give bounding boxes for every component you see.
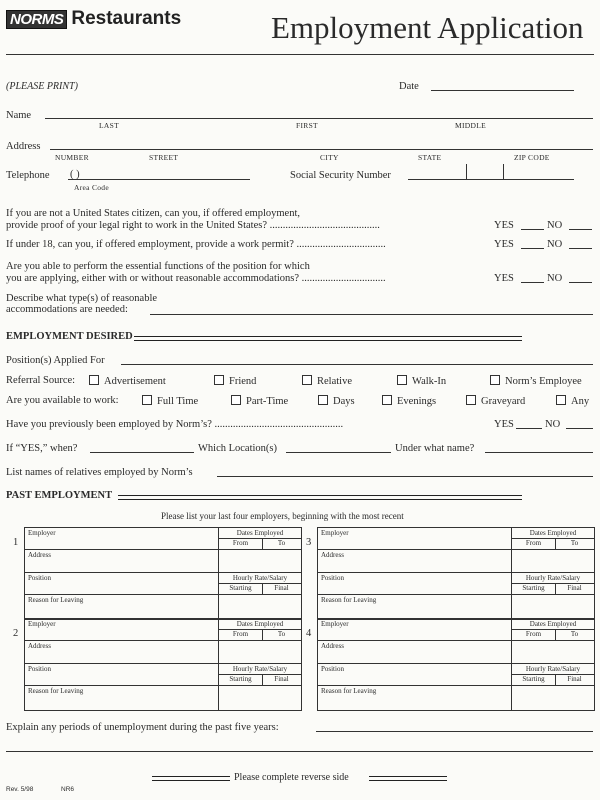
permit-yes-field[interactable]: [521, 248, 544, 249]
checkbox-icon[interactable]: [302, 375, 312, 385]
checkbox-icon[interactable]: [214, 375, 224, 385]
reason-detail-cell[interactable]: [219, 595, 301, 619]
employer-label: Employer: [28, 529, 56, 537]
accommodations-field[interactable]: [150, 314, 593, 315]
past-employment-heading: PAST EMPLOYMENT: [6, 490, 113, 501]
please-print-label: (PLEASE PRINT): [6, 81, 78, 92]
reason-detail-cell[interactable]: [512, 595, 594, 619]
past-employment-instruction: Please list your last four employers, beginning with the most recent: [161, 511, 404, 521]
availability-option-label: Any: [571, 396, 590, 407]
work-permit-question: If under 18, can you, if offered employment, provide a work permit? ..................................: [6, 239, 386, 250]
availability-days[interactable]: [318, 395, 355, 407]
checkbox-icon[interactable]: [490, 375, 500, 385]
employer-cell[interactable]: [318, 528, 512, 550]
availability-part-time[interactable]: [231, 395, 288, 407]
positions-field[interactable]: [121, 364, 593, 365]
telephone-label: Telephone: [6, 170, 50, 181]
availability-graveyard[interactable]: [466, 395, 525, 407]
header-rule: [6, 54, 594, 55]
permit-yes-label: YES: [494, 239, 514, 250]
footer-rule-right: [369, 776, 447, 781]
checkbox-icon[interactable]: [89, 375, 99, 385]
employer-label: Employer: [321, 529, 349, 537]
address-detail-cell[interactable]: [219, 641, 301, 664]
position-subheading: Starting: [522, 584, 545, 592]
position-subheading: Starting: [522, 675, 545, 683]
checkbox-icon[interactable]: [556, 395, 566, 405]
reason-cell[interactable]: [318, 595, 512, 619]
address-street-label: STREET: [149, 153, 179, 162]
position-subheading: Final: [274, 584, 289, 592]
area-code-label: Area Code: [74, 183, 109, 192]
revision-label: Rev. 5/98: [6, 786, 34, 793]
permit-no-field[interactable]: [569, 248, 592, 249]
position-detail-cell[interactable]: [512, 573, 594, 595]
reason-cell[interactable]: [25, 595, 219, 619]
referral-option-label: Friend: [229, 376, 257, 387]
position-detail-heading: Hourly Rate/Salary: [525, 574, 581, 582]
address-detail-cell[interactable]: [512, 550, 594, 573]
reason-label: Reason for Leaving: [321, 687, 377, 695]
employer-block: [24, 618, 302, 711]
checkbox-icon[interactable]: [397, 375, 407, 385]
page-title: Employment Application: [271, 10, 584, 45]
referral-walk-in[interactable]: [397, 375, 446, 387]
address-state-label: STATE: [418, 153, 442, 162]
ssn-divider-1: [466, 164, 467, 179]
availability-evenings[interactable]: [382, 395, 436, 407]
which-location-field[interactable]: [286, 452, 391, 453]
address-label: Address: [28, 551, 51, 559]
citizen-question-line1: If you are not a United States citizen, can you, if offered employment,: [6, 208, 300, 219]
reason-cell[interactable]: [318, 686, 512, 710]
address-label: Address: [321, 551, 344, 559]
employer-detail-cell[interactable]: [219, 619, 301, 641]
position-detail-cell[interactable]: [219, 664, 301, 686]
relatives-field[interactable]: [217, 476, 593, 477]
brand-name: Restaurants: [71, 8, 182, 29]
telephone-field[interactable]: [68, 179, 250, 180]
position-cell[interactable]: [25, 664, 219, 686]
referral-option-label: Advertisement: [104, 376, 166, 387]
norms-logo: NORMS: [6, 10, 67, 29]
reason-cell[interactable]: [25, 686, 219, 710]
employer-detail-heading: Dates Employed: [236, 620, 284, 628]
under-name-field[interactable]: [485, 452, 593, 453]
previously-yes-label: YES: [494, 419, 514, 430]
employer-subheading: From: [232, 630, 249, 638]
employer-detail-heading: Dates Employed: [529, 620, 577, 628]
citizen-no-field[interactable]: [569, 229, 592, 230]
referral-norms-employee[interactable]: [490, 375, 582, 387]
employer-cell[interactable]: [318, 619, 512, 641]
ssn-label: Social Security Number: [290, 170, 391, 181]
position-label: Position: [28, 574, 51, 582]
name-first-label: FIRST: [296, 121, 318, 130]
citizen-yes-label: YES: [494, 220, 514, 231]
referral-friend[interactable]: [214, 375, 256, 387]
functions-no-field[interactable]: [569, 282, 592, 283]
employer-subheading: From: [232, 539, 249, 547]
employer-subheading: To: [570, 630, 579, 638]
reason-label: Reason for Leaving: [321, 596, 377, 604]
employer-detail-heading: Dates Employed: [236, 529, 284, 537]
checkbox-icon[interactable]: [318, 395, 328, 405]
accommodations-label-line1: Describe what type(s) of reasonable: [6, 293, 158, 304]
employer-block: [317, 527, 595, 620]
referral-label: Referral Source:: [6, 375, 76, 386]
position-detail-cell[interactable]: [512, 664, 594, 686]
availability-option-label: Graveyard: [481, 396, 526, 407]
checkbox-icon[interactable]: [466, 395, 476, 405]
address-label: Address: [28, 642, 51, 650]
permit-no-label: NO: [547, 239, 563, 250]
citizen-question-line2: provide proof of your legal right to work in the United States? ..........................................: [6, 220, 380, 231]
availability-option-label: Part-Time: [246, 396, 289, 407]
position-cell[interactable]: [318, 664, 512, 686]
reverse-side-note: Please complete reverse side: [234, 772, 349, 783]
area-code-paren: ( ): [70, 169, 80, 180]
employer-block-number: 2: [13, 628, 19, 639]
address-city-label: CITY: [320, 153, 339, 162]
position-label: Position: [321, 665, 344, 673]
position-subheading: Starting: [229, 675, 252, 683]
relatives-label: List names of relatives employed by Norm’s: [6, 467, 193, 478]
employer-detail-cell[interactable]: [512, 528, 594, 550]
employer-subheading: From: [525, 539, 542, 547]
past-employment-rule: [118, 495, 522, 500]
footer-rule-left: [152, 776, 230, 781]
address-detail-cell[interactable]: [219, 550, 301, 573]
employer-cell[interactable]: [25, 528, 219, 550]
employer-label: Employer: [321, 620, 349, 628]
position-detail-heading: Hourly Rate/Salary: [232, 665, 288, 673]
address-cell[interactable]: [25, 641, 219, 664]
position-detail-heading: Hourly Rate/Salary: [232, 574, 288, 582]
employer-subheading: From: [525, 630, 542, 638]
address-cell[interactable]: [318, 550, 512, 573]
address-number-label: NUMBER: [55, 153, 89, 162]
position-subheading: Final: [567, 584, 582, 592]
functions-yes-field[interactable]: [521, 282, 544, 283]
which-location-label: Which Location(s): [198, 443, 278, 454]
address-cell[interactable]: [318, 641, 512, 664]
if-yes-when-field[interactable]: [90, 452, 194, 453]
unemployment-label: Explain any periods of unemployment during the past five years:: [6, 722, 279, 733]
availability-label: Are you available to work:: [6, 395, 119, 406]
referral-option-label: Relative: [317, 376, 352, 387]
reason-label: Reason for Leaving: [28, 596, 84, 604]
position-subheading: Final: [274, 675, 289, 683]
position-cell[interactable]: [25, 573, 219, 595]
citizen-yes-field[interactable]: [521, 229, 544, 230]
availability-option-label: Full Time: [157, 396, 199, 407]
availability-option-label: Days: [333, 396, 355, 407]
position-detail-cell[interactable]: [219, 573, 301, 595]
ssn-field[interactable]: [408, 179, 574, 180]
name-label: Name: [6, 110, 32, 121]
if-yes-when-label: If “YES,” when?: [6, 443, 78, 454]
employer-detail-cell[interactable]: [512, 619, 594, 641]
checkbox-icon[interactable]: [231, 395, 241, 405]
address-zip-label: ZIP CODE: [514, 153, 550, 162]
accommodations-label-line2: accommodations are needed:: [6, 304, 128, 315]
availability-full-time[interactable]: [142, 395, 198, 407]
unemployment-field-1[interactable]: [316, 731, 593, 732]
date-label: Date: [399, 81, 419, 92]
positions-label: Position(s) Applied For: [6, 355, 105, 366]
form-code: NR6: [61, 786, 75, 793]
name-middle-label: MIDDLE: [455, 121, 486, 130]
availability-option-label: Evenings: [397, 396, 437, 407]
address-field[interactable]: [50, 149, 593, 150]
date-field[interactable]: [431, 90, 574, 91]
address-label: Address: [321, 642, 344, 650]
position-detail-heading: Hourly Rate/Salary: [525, 665, 581, 673]
checkbox-icon[interactable]: [382, 395, 392, 405]
name-last-label: LAST: [99, 121, 119, 130]
name-field[interactable]: [45, 118, 593, 119]
address-cell[interactable]: [25, 550, 219, 573]
employer-block-number: 1: [13, 537, 19, 548]
position-subheading: Final: [567, 675, 582, 683]
employment-desired-heading: EMPLOYMENT DESIRED: [6, 331, 133, 342]
position-label: Position: [28, 665, 51, 673]
referral-option-label: Walk-In: [412, 376, 447, 387]
employer-detail-cell[interactable]: [219, 528, 301, 550]
previously-no-label: NO: [545, 419, 561, 430]
reason-detail-cell[interactable]: [512, 686, 594, 710]
previously-employed-question: Have you previously been employed by Norm’s? .................................................: [6, 419, 344, 430]
under-name-label: Under what name?: [395, 443, 475, 454]
logo: [6, 8, 181, 30]
employer-block-number: 4: [306, 628, 312, 639]
reason-detail-cell[interactable]: [219, 686, 301, 710]
employer-detail-heading: Dates Employed: [529, 529, 577, 537]
employer-subheading: To: [277, 539, 286, 547]
employer-label: Employer: [28, 620, 56, 628]
employer-subheading: To: [570, 539, 579, 547]
referral-advertisement[interactable]: [89, 375, 166, 387]
employer-block: [317, 618, 595, 711]
referral-option-label: Norm’s Employee: [505, 376, 582, 387]
position-subheading: Starting: [229, 584, 252, 592]
employment-desired-rule: [134, 336, 522, 341]
functions-question-line1: Are you able to perform the essential functions of the position for which: [6, 261, 310, 272]
functions-yes-label: YES: [494, 273, 514, 284]
position-label: Position: [321, 574, 344, 582]
referral-relative[interactable]: [302, 375, 352, 387]
employer-cell[interactable]: [25, 619, 219, 641]
previously-yes-field[interactable]: [516, 428, 542, 429]
previously-no-field[interactable]: [566, 428, 593, 429]
reason-label: Reason for Leaving: [28, 687, 84, 695]
employer-block-number: 3: [306, 537, 312, 548]
position-cell[interactable]: [318, 573, 512, 595]
citizen-no-label: NO: [547, 220, 563, 231]
checkbox-icon[interactable]: [142, 395, 152, 405]
address-label: Address: [6, 141, 41, 152]
availability-any[interactable]: [556, 395, 589, 407]
unemployment-field-2[interactable]: [6, 751, 593, 752]
functions-question-line2: you are applying, either with or without reasonable accommodations? ................................: [6, 273, 386, 284]
address-detail-cell[interactable]: [512, 641, 594, 664]
employer-subheading: To: [277, 630, 286, 638]
employer-block: [24, 527, 302, 620]
ssn-divider-2: [503, 164, 504, 179]
functions-no-label: NO: [547, 273, 563, 284]
